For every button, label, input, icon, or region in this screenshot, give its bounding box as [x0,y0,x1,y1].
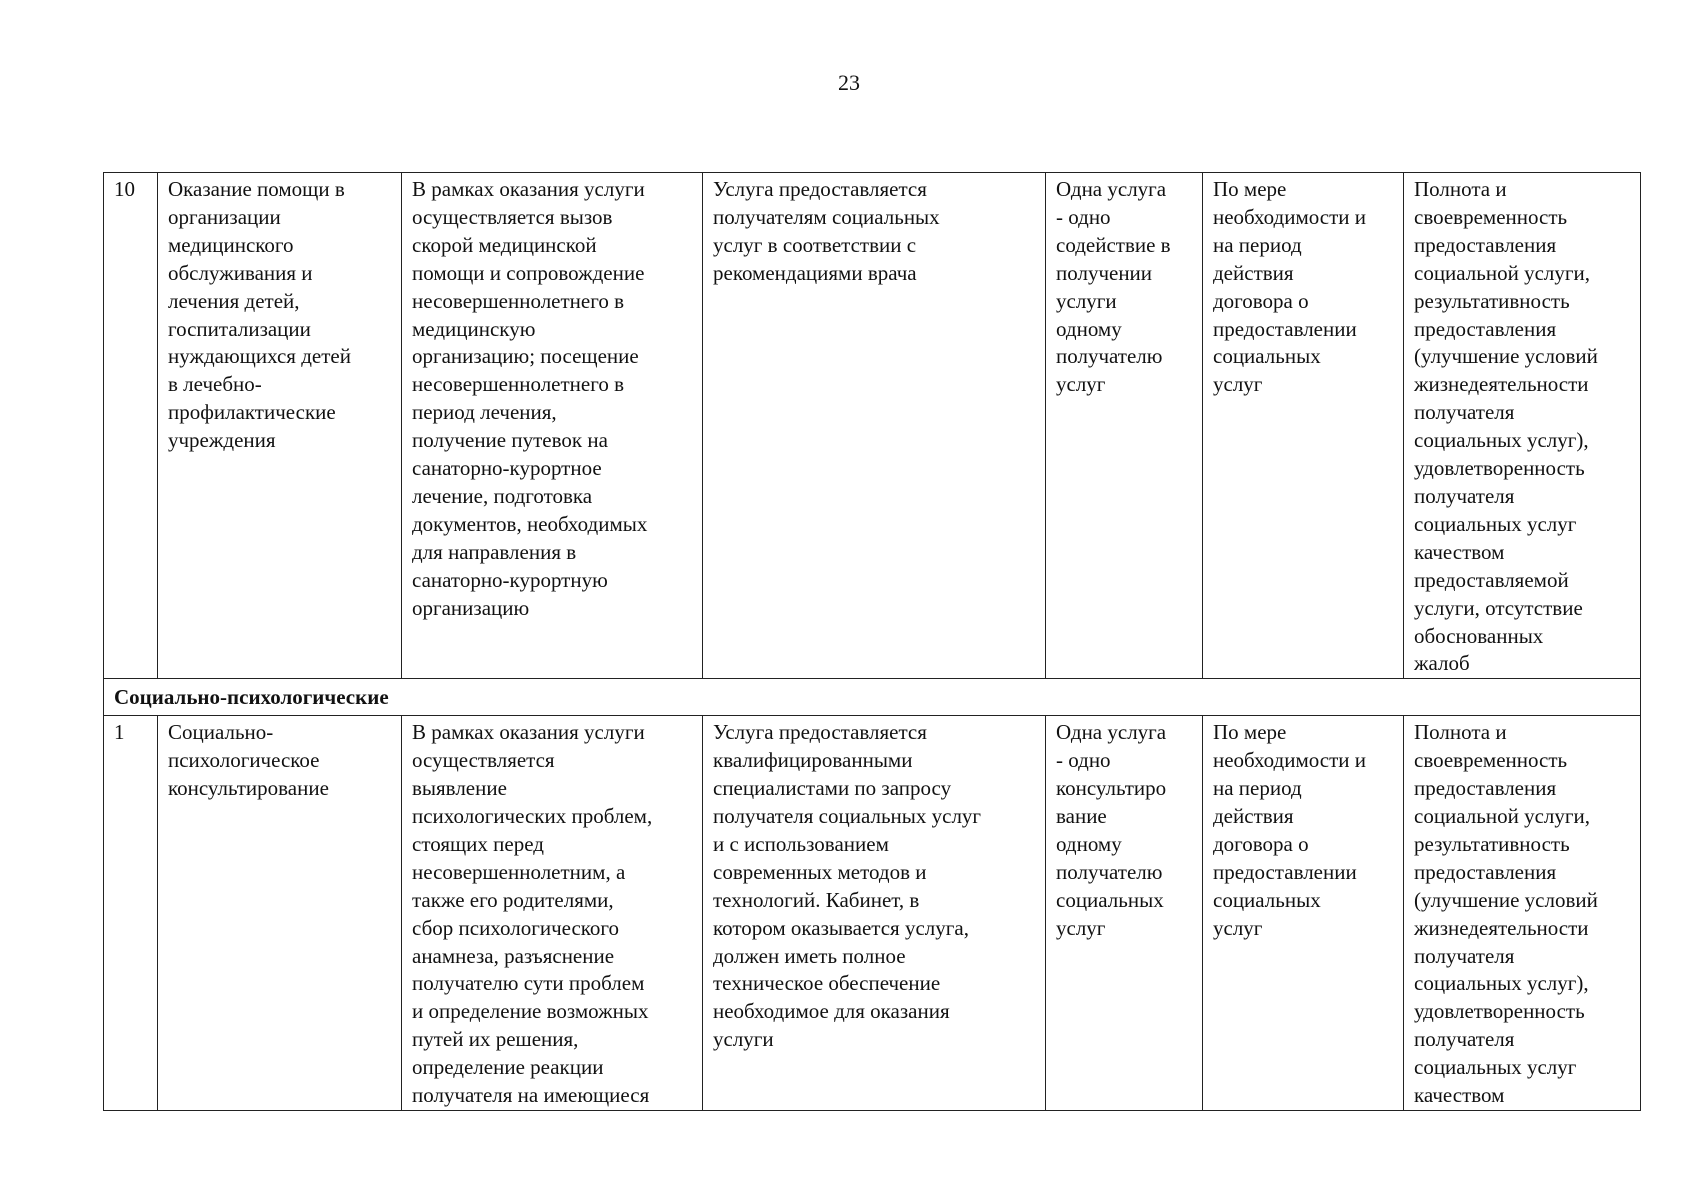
service-content-cell: В рамках оказания услуги осуществляется выявление психологических проблем, стоящих перед несовершеннолетним, а также его родителями, сбор психологического анамнеза, разъяснение получателю сути проблем и определение возможных путей их решения, определение реакции получателя на имеющиеся [402,716,703,1111]
service-quality-cell: Полнота и своевременность предоставления социальной услуги, результативность предоставления (улучшение условий жизнедеятельности получателя социальных услуг), удовлетворенность получателя социальных услуг качеством предоставляемой услуги, отсутствие обоснованных жалоб [1404,173,1641,679]
service-period-cell: По мере необходимости и на период действия договора о предоставлении социальных услуг [1203,716,1404,1111]
service-quality-cell: Полнота и своевременность предоставления социальной услуги, результативность предоставления (улучшение условий жизнедеятельности получателя социальных услуг), удовлетворенность получателя социальных услуг качеством [1404,716,1641,1111]
page-number: 23 [838,70,860,95]
service-period-cell: По мере необходимости и на период действия договора о предоставлении социальных услуг [1203,173,1404,679]
row-number-cell: 1 [104,716,158,1111]
section-heading: Социально-психологические [104,679,1641,716]
service-content-cell: В рамках оказания услуги осуществляется вызов скорой медицинской помощи и сопровождение несовершеннолетнего в медицинскую организацию; посещение несовершеннолетнего в период лечения, получение путевок на санаторно-курортное лечение, подготовка документов, необходимых для направления в санаторно-курортную организацию [402,173,703,679]
service-unit-cell: Одна услуга - одно консультиро вание одному получателю социальных услуг [1046,716,1203,1111]
service-name-cell: Социально- психологическое консультирование [158,716,402,1111]
service-name-cell: Оказание помощи в организации медицинского обслуживания и лечения детей, госпитализации нуждающихся детей в лечебно- профилактические учреждения [158,173,402,679]
table-row [104,716,1641,1111]
table-row [104,173,1641,679]
service-unit-cell: Одна услуга - одно содействие в получении услуги одному получателю услуг [1046,173,1203,679]
row-number-cell: 10 [104,173,158,679]
services-table [103,172,1641,1111]
section-heading-row [104,679,1641,716]
service-conditions-cell: Услуга предоставляется получателям социальных услуг в соответствии с рекомендациями врача [703,173,1046,679]
service-conditions-cell: Услуга предоставляется квалифицированными специалистами по запросу получателя социальных услуг и с использованием современных методов и технологий. Кабинет, в котором оказывается услуга, должен иметь полное техническое обеспечение необходимое для оказания услуги [703,716,1046,1111]
